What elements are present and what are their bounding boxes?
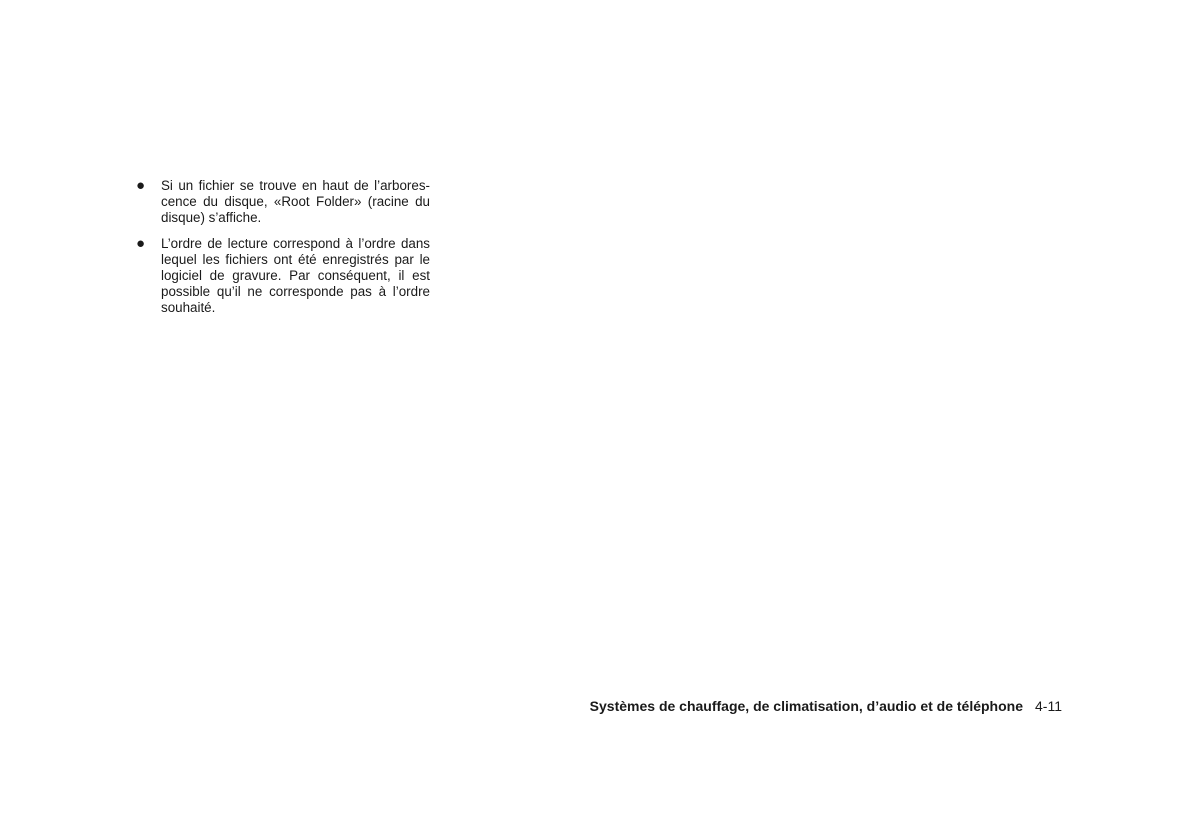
bullet-list bbox=[136, 178, 430, 326]
page-number: 4-11 bbox=[1035, 698, 1062, 714]
bullet-icon: ● bbox=[136, 235, 146, 252]
bullet-icon: ● bbox=[136, 177, 146, 194]
page-footer bbox=[560, 697, 1062, 715]
list-item bbox=[136, 178, 430, 226]
list-item bbox=[136, 236, 430, 316]
bullet-text: L’ordre de lecture correspond à l’ordre dans lequel les fichiers ont été enregistrés par le logiciel de gravure. Par conséquent, il est possible qu’il ne corresponde pas à l’ordre souhaité. bbox=[161, 236, 430, 315]
section-title: Systèmes de chauffage, de climatisation, d’audio et de téléphone bbox=[589, 698, 1024, 714]
bullet-text: Si un fichier se trouve en haut de l’arborescence du disque, «Root Folder» (racine du disque) s’affiche. bbox=[161, 178, 430, 225]
